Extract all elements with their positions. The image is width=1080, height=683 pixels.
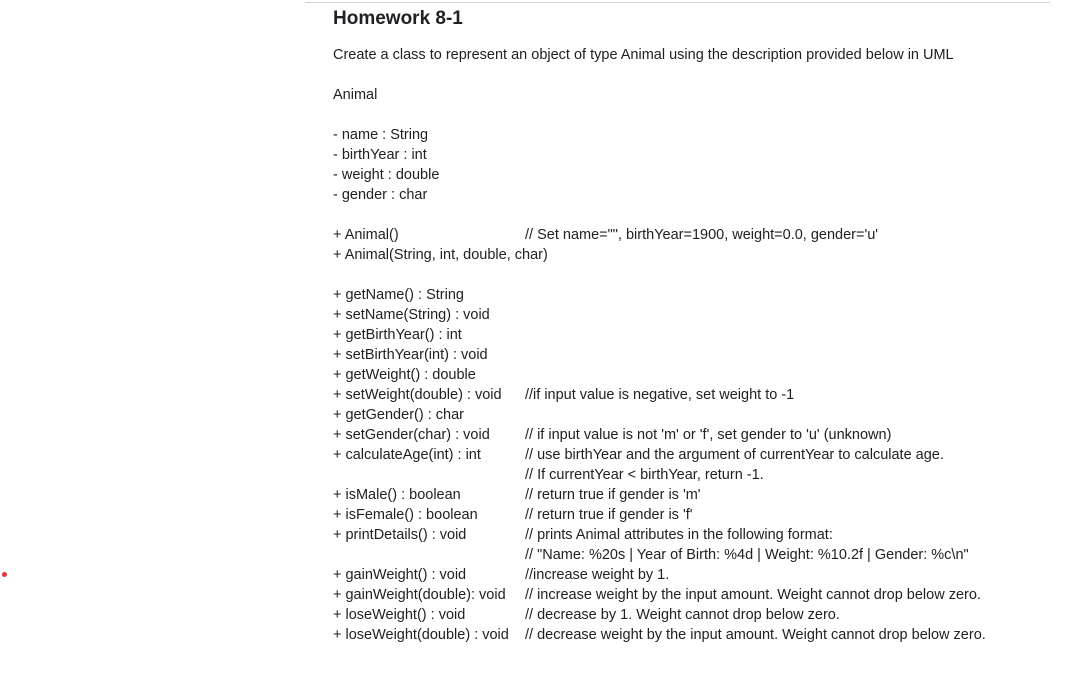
- constructor-signature: + Animal(): [333, 227, 399, 243]
- method-signature: + setName(String) : void: [333, 307, 490, 323]
- method-comment: // return true if gender is 'f': [525, 507, 693, 523]
- constructor-signature: + Animal(String, int, double, char): [333, 247, 548, 263]
- method-comment: // prints Animal attributes in the following format:: [525, 527, 833, 543]
- red-marker-dot: [2, 572, 7, 577]
- method-comment: //if input value is negative, set weight to -1: [525, 387, 795, 403]
- field-line: - birthYear : int: [333, 147, 427, 163]
- method-comment: // increase weight by the input amount. Weight cannot drop below zero.: [525, 587, 981, 603]
- method-signature: + calculateAge(int) : int: [333, 447, 481, 463]
- page-title: Homework 8-1: [333, 8, 463, 29]
- method-comment: //increase weight by 1.: [525, 567, 670, 583]
- method-signature: + loseWeight() : void: [333, 607, 466, 623]
- method-signature: + getWeight() : double: [333, 367, 476, 383]
- method-signature: + isFemale() : boolean: [333, 507, 478, 523]
- method-signature: + loseWeight(double) : void: [333, 627, 509, 643]
- method-comment: // "Name: %20s | Year of Birth: %4d | Weight: %10.2f | Gender: %c\n": [525, 547, 969, 563]
- intro-text: Create a class to represent an object of type Animal using the description provided below in UML: [333, 47, 954, 63]
- method-signature: + getGender() : char: [333, 407, 464, 423]
- constructor-comment: // Set name="", birthYear=1900, weight=0.0, gender='u': [525, 227, 879, 243]
- method-comment: // use birthYear and the argument of currentYear to calculate age.: [525, 447, 944, 463]
- method-comment: // If currentYear < birthYear, return -1.: [525, 467, 764, 483]
- field-line: - weight : double: [333, 167, 440, 183]
- method-signature: + printDetails() : void: [333, 527, 467, 543]
- field-line: - gender : char: [333, 187, 428, 203]
- method-signature: + setBirthYear(int) : void: [333, 347, 488, 363]
- method-signature: + getName() : String: [333, 287, 464, 303]
- top-divider: [305, 2, 1050, 3]
- method-signature: + getBirthYear() : int: [333, 327, 462, 343]
- method-signature: + gainWeight(double): void: [333, 587, 506, 603]
- class-name: Animal: [333, 87, 378, 103]
- method-signature: + isMale() : boolean: [333, 487, 461, 503]
- method-comment: // decrease weight by the input amount. Weight cannot drop below zero.: [525, 627, 986, 643]
- method-signature: + setGender(char) : void: [333, 427, 490, 443]
- method-comment: // if input value is not 'm' or 'f', set gender to 'u' (unknown): [525, 427, 892, 443]
- method-comment: // decrease by 1. Weight cannot drop below zero.: [525, 607, 840, 623]
- method-comment: // return true if gender is 'm': [525, 487, 701, 503]
- method-signature: + setWeight(double) : void: [333, 387, 502, 403]
- field-line: - name : String: [333, 127, 429, 143]
- method-signature: + gainWeight() : void: [333, 567, 467, 583]
